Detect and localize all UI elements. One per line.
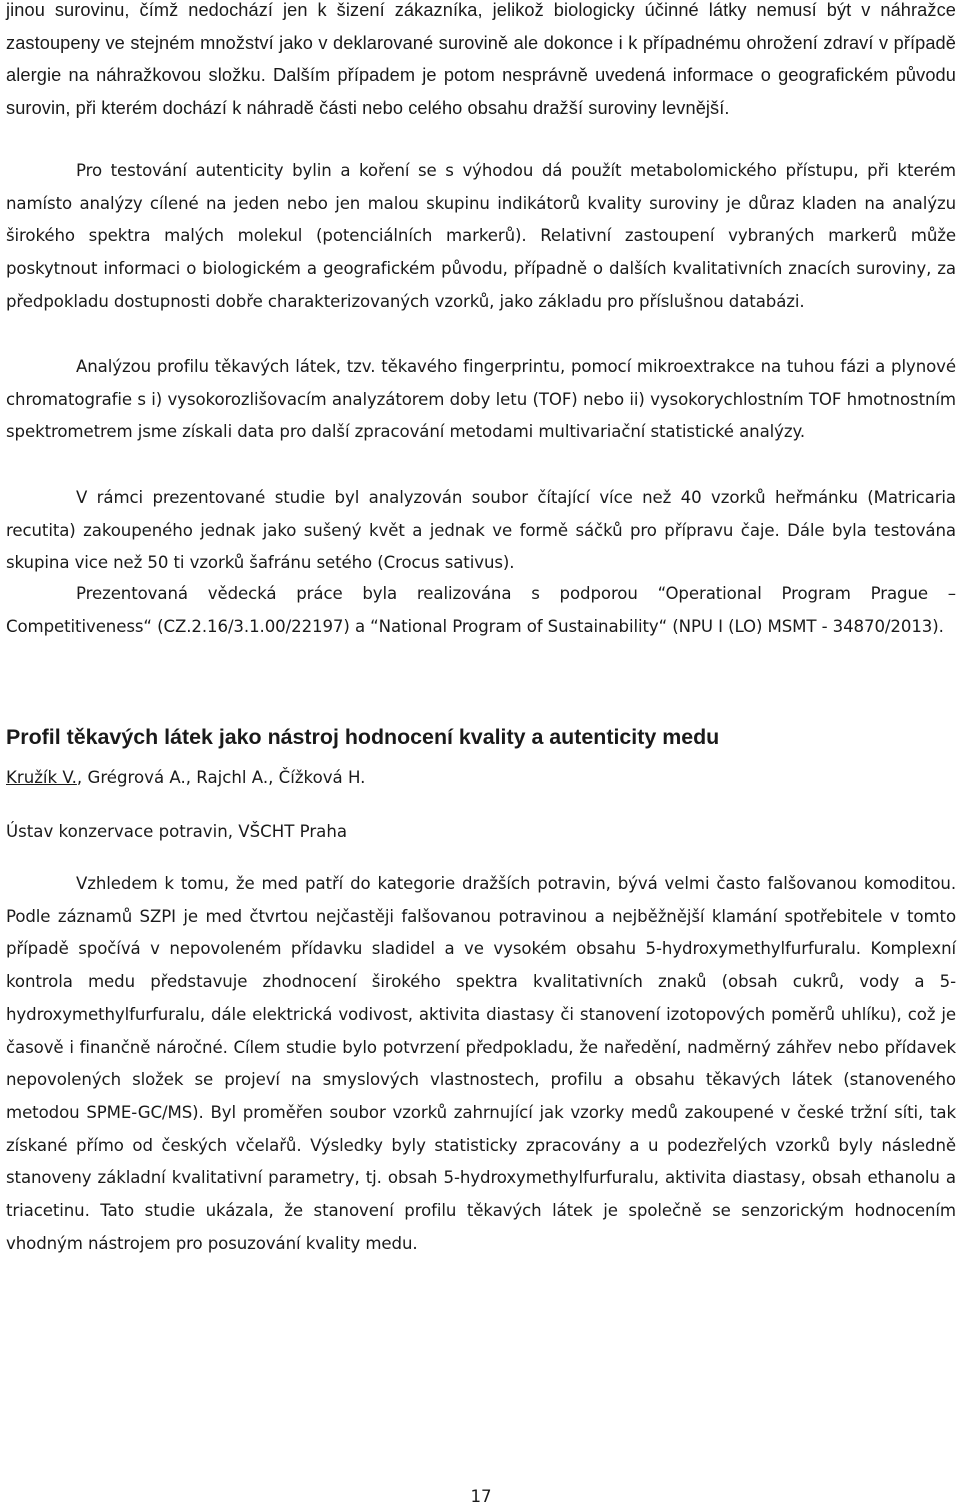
paragraph-acknowledgement: Prezentovaná vědecká práce byla realizována s podporou “Operational Program Prague – Competitiveness“ (CZ.2.16/3.1.00/22197) a “National Program of Sustainability“ (NPU I (LO) MSMT - 34870/2013). xyxy=(6,584,956,636)
affiliation: Ústav konzervace potravin, VŠCHT Praha xyxy=(6,822,348,841)
paragraph-continuation: jinou surovinu, čímž nedochází jen k šizení zákazníka, jelikož biologicky účinné látky nemusí být v náhražce zastoupeny ve stejném množství jako v deklarované surovině ale dokonce i k případnému ohrožení zdraví v případě alergie na náhražkovou složku. Dalším případem je potom nesprávně uvedená informace o geografickém původu surovin, při kterém dochází k náhradě části nebo celého obsahu dražší suroviny levnější. xyxy=(6,0,956,119)
paragraph-metabolomics: Pro testování autenticity bylin a koření se s výhodou dá použít metabolomického přístupu, při kterém namísto analýzy cílené na jeden nebo jen malou skupinu indikátorů kvality suroviny je důraz kladen na analýzu širokého spektra malých molekul (potenciálních markerů). Relativní zastoupení vybraných markerů může poskytnout informaci o biologickém a geografickém původu, případně o dalších kvalitativních znacích suroviny, za předpokladu dostupnosti dobře charakterizovaných vzorků, jako základu pro příslušnou databázi. xyxy=(6,161,956,311)
page-number: 17 xyxy=(470,1487,492,1506)
author-list xyxy=(6,766,365,790)
paragraph-samples: V rámci prezentované studie byl analyzován soubor čítající více než 40 vzorků heřmánku (Matricaria recutita) zakoupeného jednak jako sušený květ a jednak ve formě sáčků pro přípravu čaje. Dále byla testována skupina vice než 50 ti vzorků šafránu setého (Crocus sativus). xyxy=(6,488,956,573)
document-page xyxy=(6,0,956,1509)
abstract-body: Vzhledem k tomu, že med patří do kategorie dražších potravin, bývá velmi často falšovanou komoditou. Podle záznamů SZPI je med čtvrtou nejčastěji falšovanou potravinou a nejběžnější klamání spotřebitele v tomto případě spočívá v nepovoleném přídavku sladidel a ve vysokém obsahu 5-hydroxymethylfurfuralu. Komplexní kontrola medu představuje zhodnocení širokého spektra kvalitativních znaků (obsah cukrů, vody a 5-hydroxymethylfurfuralu, dále elektrická vodivost, aktivita diastasy či stanovení izotopových poměrů uhlíku), což je časově i finančně náročné. Cílem studie bylo potvrzení předpokladu, že naředění, nadměrný záhřev nebo přídavek nepovolených složek se projeví na smyslových vlastnostech, profilu a obsahu těkavých látek (stanoveného metodou SPME-GC/MS). Byl proměřen soubor vzorků zahrnující jak vzorky medů zakoupené v české tržní síti, tak získané přímo od českých včelařů. Výsledky byly statisticky zpracovány a u podezřelých vzorků byly následně stanoveny základní kvalitativní parametry, tj. obsah 5-hydroxymethylfurfuralu, aktivita diastasy, obsah ethanolu a triacetinu. Tato studie ukázala, že stanovení profilu těkavých látek je společně se senzorickým hodnocením vhodným nástrojem pro posuzování kvality medu. xyxy=(6,874,956,1253)
abstract-title: Profil těkavých látek jako nástroj hodnocení kvality a autenticity medu xyxy=(6,725,720,749)
paragraph-volatile-fingerprint: Analýzou profilu těkavých látek, tzv. těkavého fingerprintu, pomocí mikroextrakce na tuhou fázi a plynové chromatografie s i) vysokorozlišovacím analyzátorem doby letu (TOF) nebo ii) vysokorychlostním TOF hmotnostním spektrometrem jsme získali data pro další zpracování metodami multivariační statistické analýzy. xyxy=(6,357,956,442)
co-authors: , Grégrová A., Rajchl A., Čížková H. xyxy=(76,768,366,787)
presenting-author: Kružík V. xyxy=(6,768,77,787)
